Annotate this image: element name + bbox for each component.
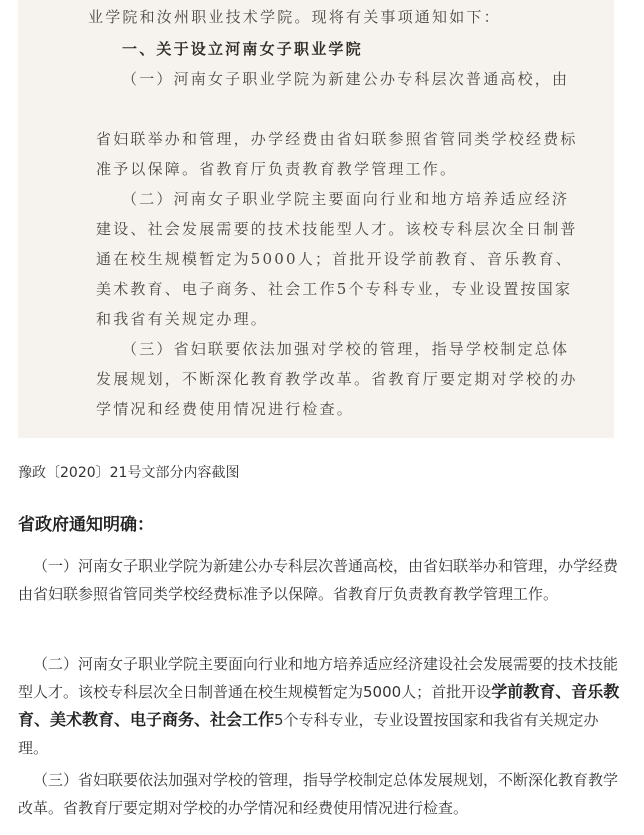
- scan-line: 发展规划，不断深化教育教学改革。省教育厅要定期对学校的办: [96, 370, 578, 388]
- scan-section-heading: 一、关于设立河南女子职业学院: [122, 40, 363, 58]
- paragraph-2: [18, 650, 624, 762]
- scan-line: 美术教育、电子商务、社会工作5个专科专业，专业设置按国家: [96, 280, 573, 298]
- paragraph-2-text: （二）河南女子职业学院主要面向行业和地方培养适应经济建设社会发展需要的技术技能型人才。该校专科层次全日制普通在校生规模暂定为5000人；首批开设: [18, 655, 619, 701]
- scan-line: 和我省有关规定办理。: [96, 310, 269, 328]
- section-heading: 省政府通知明确：: [18, 515, 154, 535]
- image-caption: 豫政〔2020〕21号文部分内容截图: [18, 465, 240, 481]
- paragraph-2-text-end: 5个专科专业，专业设置按国家和我省有关规定办理。: [18, 711, 599, 757]
- scan-line: （三）省妇联要依法加强对学校的管理，指导学校制定总体: [122, 340, 570, 358]
- document-scan-image: [18, 0, 614, 438]
- scan-line: 建设、社会发展需要的技术技能型人才。该校专科层次全日制普: [96, 220, 578, 238]
- scan-line: 学情况和经费使用情况进行检查。: [96, 400, 355, 418]
- paragraph-1: （一）河南女子职业学院为新建公办专科层次普通高校，由省妇联举办和管理，办学经费由省妇联参照省管同类学校经费标准予以保障。省教育厅负责教育教学管理工作。: [18, 557, 619, 603]
- paragraph-3: （三）省妇联要依法加强对学校的管理，指导学校制定总体发展规划，不断深化教育教学改革。省教育厅要定期对学校的办学情况和经费使用情况进行检查。: [18, 771, 619, 817]
- scan-line: （一）河南女子职业学院为新建公办专科层次普通高校，由: [122, 70, 570, 88]
- scan-line: 业学院和汝州职业技术学院。现将有关事项通知如下：: [88, 8, 501, 26]
- scan-line: 通在校生规模暂定为5000人；首批开设学前教育、音乐教育、: [96, 250, 573, 268]
- paragraph-2-highlight: 学前教育、音乐教育、美术教育、电子商务、社会工作: [18, 682, 620, 729]
- scan-line: （二）河南女子职业学院主要面向行业和地方培养适应经济: [122, 190, 570, 208]
- scan-line: 准予以保障。省教育厅负责教育教学管理工作。: [96, 160, 458, 178]
- scan-line: 省妇联举办和管理，办学经费由省妇联参照省管同类学校经费标: [96, 130, 578, 148]
